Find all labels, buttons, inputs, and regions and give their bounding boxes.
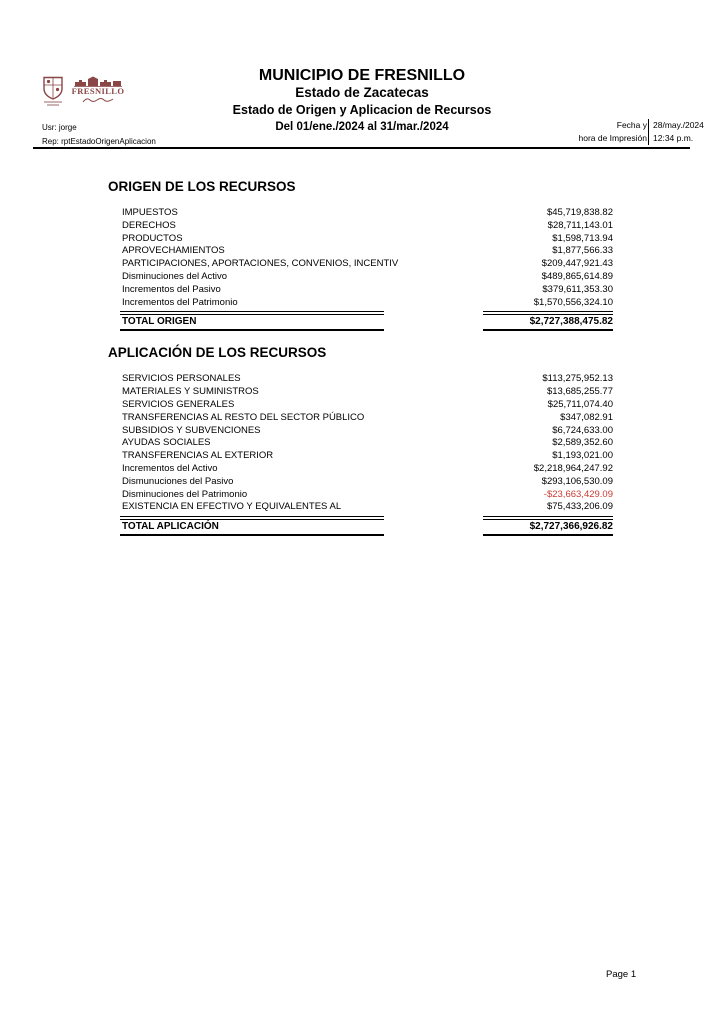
page-number: Page 1 <box>606 969 637 980</box>
row-label: MATERIALES Y SUMINISTROS <box>122 386 259 398</box>
origen-total-value: $2,727,388,475.82 <box>483 311 613 331</box>
row-value: $113,275,952.13 <box>542 373 613 385</box>
row-label: Incrementos del Patrimonio <box>122 296 238 308</box>
table-row <box>108 463 613 476</box>
row-label: EXISTENCIA EN EFECTIVO Y EQUIVALENTES AL <box>122 501 342 513</box>
fresnillo-logo-name: FRESNILLO <box>71 86 125 96</box>
table-row <box>108 233 613 246</box>
table-row <box>108 207 613 220</box>
table-row <box>108 412 613 425</box>
row-label: Dismunuciones del Pasivo <box>122 475 234 487</box>
row-value: $28,711,143.01 <box>547 219 613 231</box>
page-title: MUNICIPIO DE FRESNILLO <box>258 67 466 84</box>
table-row <box>108 245 613 258</box>
aplicacion-total-value: $2,727,366,926.82 <box>483 516 613 536</box>
table-row <box>108 501 613 514</box>
print-date-value: 28/may./2024 <box>653 120 704 130</box>
report-body <box>108 180 613 536</box>
page-date-range: Del 01/ene./2024 al 31/mar./2024 <box>275 121 449 133</box>
print-time-value: 12:34 p.m. <box>653 133 694 143</box>
aplicacion-title: APLICACIÓN DE LOS RECURSOS <box>108 345 327 361</box>
table-row <box>108 373 613 386</box>
table-row <box>108 437 613 450</box>
row-value: $1,570,556,324.10 <box>533 296 613 308</box>
print-datetime-label-line2: hora de Impresión <box>578 133 647 143</box>
row-label: SERVICIOS GENERALES <box>122 398 235 410</box>
row-value: $293,106,530.09 <box>541 475 613 487</box>
row-value: $2,589,352.60 <box>552 437 613 449</box>
origen-total-label: TOTAL ORIGEN <box>120 311 384 331</box>
row-value: $1,598,713.94 <box>552 232 613 244</box>
row-label: Disminuciones del Activo <box>122 270 228 282</box>
table-row <box>108 425 613 438</box>
row-value: $75,433,206.09 <box>546 501 613 513</box>
row-value: $1,193,021.00 <box>552 450 613 462</box>
table-row <box>108 258 613 271</box>
row-value: $2,218,964,247.92 <box>533 462 613 474</box>
origen-title: ORIGEN DE LOS RECURSOS <box>108 179 296 194</box>
row-label: TRANSFERENCIAS AL EXTERIOR <box>122 450 274 462</box>
row-label: Incrementos del Activo <box>122 462 218 474</box>
page-subtitle-state: Estado de Zacatecas <box>295 85 429 100</box>
row-label: DERECHOS <box>122 219 176 231</box>
section-origen <box>108 180 613 331</box>
user-label: Usr: jorge <box>42 123 77 132</box>
row-label: AYUDAS SOCIALES <box>122 437 211 449</box>
table-row <box>108 386 613 399</box>
origen-total-row <box>108 311 613 331</box>
row-label: APROVECHAMIENTOS <box>122 245 225 257</box>
table-row <box>108 399 613 412</box>
row-value: $6,724,633.00 <box>552 424 613 436</box>
report-name-label: Rep: rptEstadoOrigenAplicacion <box>42 137 156 146</box>
report-meta-left <box>42 121 156 149</box>
row-value: $45,719,838.82 <box>546 207 613 218</box>
header-rule <box>33 147 690 149</box>
table-row <box>108 450 613 463</box>
row-value: -$23,663,429.09 <box>543 488 613 500</box>
aplicacion-total-row <box>108 516 613 536</box>
table-row <box>108 271 613 284</box>
table-row <box>108 476 613 489</box>
aplicacion-rows <box>108 373 613 514</box>
row-label: PRODUCTOS <box>122 232 183 244</box>
table-row <box>108 284 613 297</box>
row-label: TRANSFERENCIAS AL RESTO DEL SECTOR PÚBLICO <box>122 411 365 423</box>
print-datetime-label <box>548 119 647 145</box>
table-row <box>108 489 613 502</box>
row-label: IMPUESTOS <box>122 207 178 218</box>
page-subtitle-report: Estado de Origen y Aplicacion de Recursos <box>232 103 492 117</box>
row-value: $13,685,255.77 <box>546 386 613 398</box>
print-datetime-block <box>548 119 715 145</box>
print-datetime-values <box>649 119 715 145</box>
origen-rows <box>108 207 613 309</box>
aplicacion-total-label: TOTAL APLICACIÓN <box>120 516 384 536</box>
row-value: $25,711,074.40 <box>547 398 613 410</box>
row-label: Disminuciones del Patrimonio <box>122 488 248 500</box>
table-row <box>108 220 613 233</box>
row-value: $489,865,614.89 <box>541 270 613 282</box>
row-label: SERVICIOS PERSONALES <box>122 373 241 385</box>
table-row <box>108 297 613 310</box>
row-label: Incrementos del Pasivo <box>122 283 221 295</box>
print-datetime-label-line1: Fecha y <box>616 120 647 130</box>
row-label: PARTICIPACIONES, APORTACIONES, CONVENIOS, INCENTIV <box>122 258 399 270</box>
row-value: $209,447,921.43 <box>541 258 613 270</box>
row-value: $379,611,353.30 <box>542 283 613 295</box>
row-label: SUBSIDIOS Y SUBVENCIONES <box>122 424 261 436</box>
row-value: $1,877,566.33 <box>552 245 613 257</box>
row-value: $347,082.91 <box>560 411 613 423</box>
section-aplicacion <box>108 346 613 536</box>
